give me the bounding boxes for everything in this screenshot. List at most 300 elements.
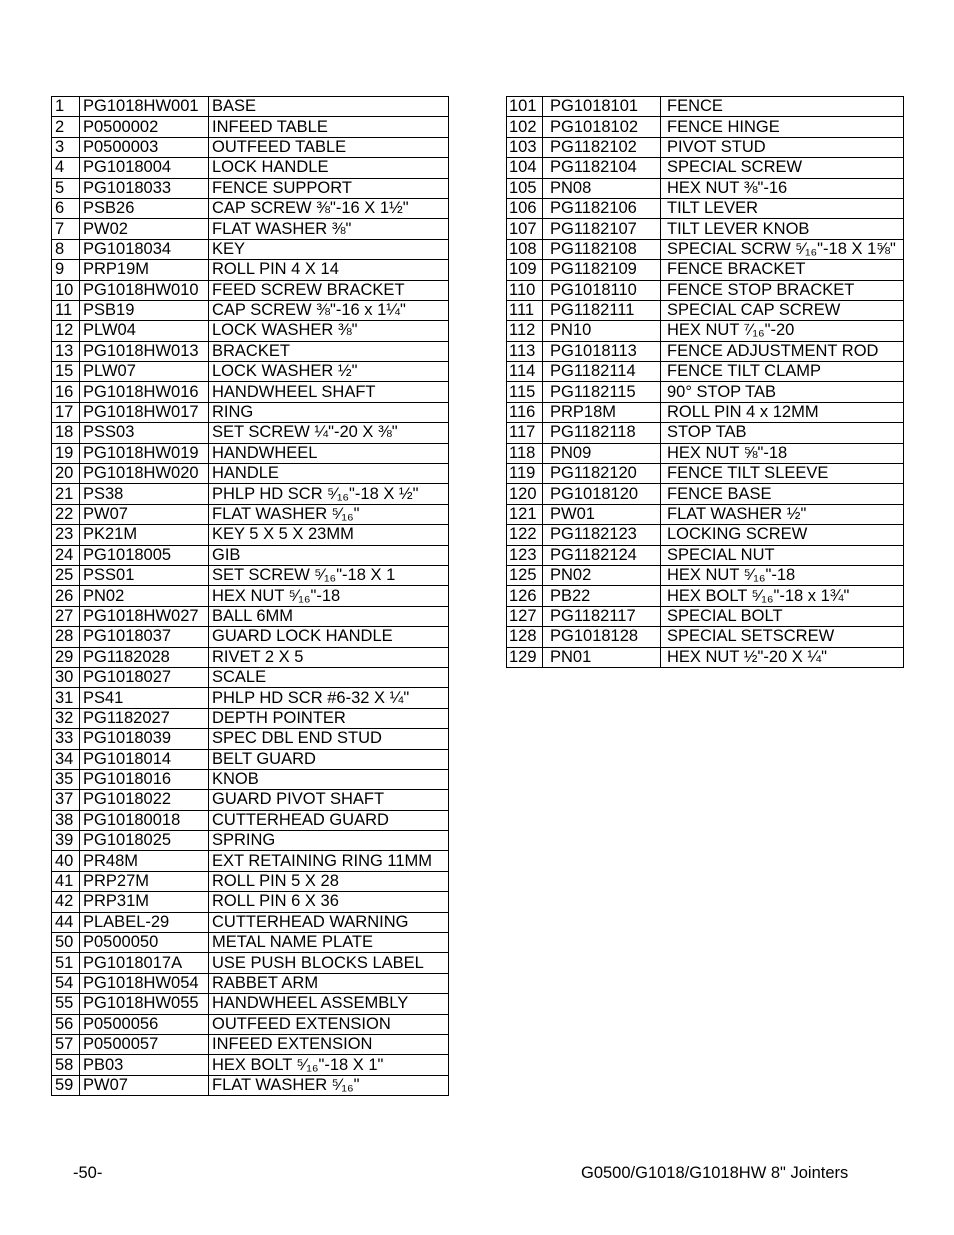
part-description: BELT GUARD [209,749,449,769]
part-number: PN02 [543,565,661,585]
part-description: ROLL PIN 5 X 28 [209,871,449,891]
part-description: RABBET ARM [209,973,449,993]
part-ref-number: 101 [507,97,543,117]
part-ref-number: 105 [507,178,543,198]
part-number: PG1018004 [80,158,209,178]
part-description: HEX NUT ⁷⁄₁₆"-20 [661,321,904,341]
part-ref-number: 10 [52,280,80,300]
table-row [52,667,449,687]
part-ref-number: 28 [52,627,80,647]
part-number: PS41 [80,688,209,708]
part-number: PG1182109 [543,260,661,280]
table-row [52,627,449,647]
part-number: PG1182120 [543,464,661,484]
part-ref-number: 116 [507,402,543,422]
part-number: PSS01 [80,565,209,585]
table-row [52,708,449,728]
part-number: PN02 [80,586,209,606]
part-ref-number: 40 [52,851,80,871]
part-description: HEX NUT ½"-20 X ¼" [661,647,904,667]
part-number: PG1018017A [80,953,209,973]
part-number: PG1018HW027 [80,606,209,626]
part-number: PG1018HW019 [80,443,209,463]
part-ref-number: 119 [507,464,543,484]
part-number: PG1018HW001 [80,97,209,117]
table-row [52,280,449,300]
part-description: SPECIAL SETSCREW [661,627,904,647]
part-description: FLAT WASHER ⅜" [209,219,449,239]
part-number: PW07 [80,1075,209,1095]
part-description: LOCKING SCREW [661,525,904,545]
table-row [52,178,449,198]
part-ref-number: 59 [52,1075,80,1095]
table-row [52,341,449,361]
part-number: PB03 [80,1055,209,1075]
part-description: HANDLE [209,464,449,484]
part-description: FLAT WASHER ½" [661,504,904,524]
part-number: PG1018101 [543,97,661,117]
part-number: PG1018005 [80,545,209,565]
table-row [52,545,449,565]
table-row [52,810,449,830]
table-row [52,790,449,810]
table-row [52,871,449,891]
part-ref-number: 34 [52,749,80,769]
part-ref-number: 16 [52,382,80,402]
table-row [52,484,449,504]
part-number: PG1182107 [543,219,661,239]
table-row [52,362,449,382]
part-description: HEX NUT ⅜"-16 [661,178,904,198]
part-description: SCALE [209,667,449,687]
part-ref-number: 102 [507,117,543,137]
table-row [507,198,904,218]
table-row [52,239,449,259]
part-ref-number: 56 [52,1014,80,1034]
part-description: FLAT WASHER ⁵⁄₁₆" [209,1075,449,1095]
part-number: PG1018HW054 [80,973,209,993]
part-description: SPECIAL SCREW [661,158,904,178]
part-description: PHLP HD SCR ⁵⁄₁₆"-18 X ½" [209,484,449,504]
part-ref-number: 5 [52,178,80,198]
table-row [52,158,449,178]
part-description: OUTFEED TABLE [209,137,449,157]
part-ref-number: 39 [52,831,80,851]
part-number: PN10 [543,321,661,341]
part-description: FENCE TILT SLEEVE [661,464,904,484]
parts-table-right [506,96,904,668]
part-number: PG1018022 [80,790,209,810]
part-number: P0500003 [80,137,209,157]
part-number: PN08 [543,178,661,198]
part-ref-number: 21 [52,484,80,504]
table-row [52,769,449,789]
table-row [52,1055,449,1075]
table-row [52,137,449,157]
part-ref-number: 120 [507,484,543,504]
table-row [507,565,904,585]
part-number: PG1018HW017 [80,402,209,422]
part-ref-number: 3 [52,137,80,157]
part-ref-number: 37 [52,790,80,810]
table-row [507,545,904,565]
part-number: PG1182102 [543,137,661,157]
table-row [507,464,904,484]
table-row [52,953,449,973]
table-row [52,423,449,443]
table-row [507,280,904,300]
part-number: PG1018033 [80,178,209,198]
part-number: PRP18M [543,402,661,422]
part-description: BRACKET [209,341,449,361]
part-description: METAL NAME PLATE [209,933,449,953]
part-number: PG1018025 [80,831,209,851]
part-ref-number: 12 [52,321,80,341]
part-description: FENCE BASE [661,484,904,504]
part-description: SET SCREW ¼"-20 X ⅜" [209,423,449,443]
part-description: ROLL PIN 4 X 14 [209,260,449,280]
table-row [507,158,904,178]
page-number: -50- [73,1164,103,1182]
part-description: TILT LEVER [661,198,904,218]
part-description: GIB [209,545,449,565]
part-description: HEX NUT ⁵⁄₁₆"-18 [661,565,904,585]
part-ref-number: 13 [52,341,80,361]
part-ref-number: 41 [52,871,80,891]
part-ref-number: 118 [507,443,543,463]
part-ref-number: 111 [507,300,543,320]
part-description: FENCE STOP BRACKET [661,280,904,300]
part-number: PW01 [543,504,661,524]
part-number: P0500050 [80,933,209,953]
part-ref-number: 27 [52,606,80,626]
part-ref-number: 58 [52,1055,80,1075]
part-ref-number: 115 [507,382,543,402]
part-number: PG1182111 [543,300,661,320]
table-row [52,525,449,545]
part-number: PG1182027 [80,708,209,728]
table-row [507,321,904,341]
part-description: FENCE ADJUSTMENT ROD [661,341,904,361]
part-ref-number: 11 [52,300,80,320]
part-ref-number: 7 [52,219,80,239]
part-number: PG1018HW020 [80,464,209,484]
part-number: PG1182028 [80,647,209,667]
part-number: P0500002 [80,117,209,137]
part-description: RIVET 2 X 5 [209,647,449,667]
part-description: INFEED TABLE [209,117,449,137]
part-description: ROLL PIN 4 x 12MM [661,402,904,422]
part-description: CUTTERHEAD GUARD [209,810,449,830]
part-description: KEY [209,239,449,259]
part-number: P0500056 [80,1014,209,1034]
table-row [507,606,904,626]
part-number: PG1182108 [543,239,661,259]
part-number: PLABEL-29 [80,912,209,932]
part-number: PG1018HW055 [80,994,209,1014]
part-ref-number: 51 [52,953,80,973]
part-ref-number: 32 [52,708,80,728]
part-ref-number: 50 [52,933,80,953]
part-description: LOCK WASHER ½" [209,362,449,382]
table-row [52,97,449,117]
part-ref-number: 24 [52,545,80,565]
part-description: HANDWHEEL ASSEMBLY [209,994,449,1014]
table-row [52,1075,449,1095]
table-row [507,504,904,524]
part-number: PK21M [80,525,209,545]
part-description: HEX BOLT ⁵⁄₁₆"-18 x 1¾" [661,586,904,606]
table-row [52,729,449,749]
part-ref-number: 35 [52,769,80,789]
part-description: HEX NUT ⅝"-18 [661,443,904,463]
part-number: PG1018113 [543,341,661,361]
part-number: PG1182115 [543,382,661,402]
part-number: PRP19M [80,260,209,280]
part-number: PG1018HW010 [80,280,209,300]
part-description: INFEED EXTENSION [209,1034,449,1054]
part-description: LOCK WASHER ⅜" [209,321,449,341]
part-number: PLW04 [80,321,209,341]
table-row [507,239,904,259]
part-ref-number: 26 [52,586,80,606]
part-ref-number: 113 [507,341,543,361]
part-description: HEX BOLT ⁵⁄₁₆"-18 X 1" [209,1055,449,1075]
table-row [507,402,904,422]
part-ref-number: 15 [52,362,80,382]
table-row [52,749,449,769]
part-ref-number: 106 [507,198,543,218]
part-description: 90° STOP TAB [661,382,904,402]
part-description: GUARD LOCK HANDLE [209,627,449,647]
part-ref-number: 4 [52,158,80,178]
part-description: SPECIAL BOLT [661,606,904,626]
part-description: PHLP HD SCR #6-32 X ¼" [209,688,449,708]
part-ref-number: 23 [52,525,80,545]
footer-title: G0500/G1018/G1018HW 8" Jointers [581,1164,849,1182]
part-description: CAP SCREW ⅜"-16 X 1½" [209,198,449,218]
table-row [52,933,449,953]
part-number: PRP27M [80,871,209,891]
part-number: PN09 [543,443,661,463]
part-ref-number: 117 [507,423,543,443]
part-description: TILT LEVER KNOB [661,219,904,239]
part-ref-number: 57 [52,1034,80,1054]
part-number: PG10180018 [80,810,209,830]
part-number: PG1182104 [543,158,661,178]
table-row [52,504,449,524]
part-description: SET SCREW ⁵⁄₁₆"-18 X 1 [209,565,449,585]
part-ref-number: 9 [52,260,80,280]
part-description: SPECIAL CAP SCREW [661,300,904,320]
part-number: PB22 [543,586,661,606]
table-row [52,647,449,667]
part-ref-number: 112 [507,321,543,341]
table-row [52,260,449,280]
part-number: PG1018027 [80,667,209,687]
table-row [507,647,904,667]
table-row [507,362,904,382]
part-number: PR48M [80,851,209,871]
part-ref-number: 55 [52,994,80,1014]
part-description: KNOB [209,769,449,789]
part-description: LOCK HANDLE [209,158,449,178]
table-row [507,137,904,157]
part-description: BALL 6MM [209,606,449,626]
part-ref-number: 129 [507,647,543,667]
part-ref-number: 19 [52,443,80,463]
table-row [52,300,449,320]
table-row [52,117,449,137]
part-description: GUARD PIVOT SHAFT [209,790,449,810]
part-description: ROLL PIN 6 X 36 [209,892,449,912]
part-description: BASE [209,97,449,117]
table-row [52,1034,449,1054]
part-number: PSS03 [80,423,209,443]
part-ref-number: 18 [52,423,80,443]
part-number: PG1018039 [80,729,209,749]
table-row [52,382,449,402]
part-number: PG1018HW016 [80,382,209,402]
table-row [507,300,904,320]
part-ref-number: 33 [52,729,80,749]
part-ref-number: 29 [52,647,80,667]
table-row [52,831,449,851]
table-row [52,198,449,218]
part-number: PW07 [80,504,209,524]
part-ref-number: 121 [507,504,543,524]
part-ref-number: 122 [507,525,543,545]
part-ref-number: 44 [52,912,80,932]
part-description: FENCE SUPPORT [209,178,449,198]
table-row [52,321,449,341]
table-row [52,912,449,932]
part-description: SPRING [209,831,449,851]
table-row [507,178,904,198]
part-ref-number: 126 [507,586,543,606]
part-description: KEY 5 X 5 X 23MM [209,525,449,545]
part-description: PIVOT STUD [661,137,904,157]
part-ref-number: 128 [507,627,543,647]
part-ref-number: 38 [52,810,80,830]
part-ref-number: 108 [507,239,543,259]
part-ref-number: 31 [52,688,80,708]
table-row [507,117,904,137]
part-number: PG1182124 [543,545,661,565]
table-row [507,341,904,361]
part-ref-number: 2 [52,117,80,137]
part-ref-number: 104 [507,158,543,178]
part-number: P0500057 [80,1034,209,1054]
part-ref-number: 103 [507,137,543,157]
table-row [507,260,904,280]
table-row [52,464,449,484]
table-row [52,443,449,463]
part-description: CUTTERHEAD WARNING [209,912,449,932]
part-number: PSB26 [80,198,209,218]
part-number: PG1182114 [543,362,661,382]
part-number: PG1018014 [80,749,209,769]
table-row [52,892,449,912]
part-ref-number: 42 [52,892,80,912]
part-ref-number: 30 [52,667,80,687]
part-ref-number: 6 [52,198,80,218]
part-number: PG1182117 [543,606,661,626]
parts-table-right-body [507,97,904,668]
part-description: FENCE TILT CLAMP [661,362,904,382]
part-description: OUTFEED EXTENSION [209,1014,449,1034]
table-row [52,402,449,422]
table-row [507,219,904,239]
part-description: FENCE HINGE [661,117,904,137]
part-description: SPECIAL SCRW ⁵⁄₁₆"-18 X 1⅝" [661,239,904,259]
part-number: PG1018128 [543,627,661,647]
table-row [52,851,449,871]
part-description: RING [209,402,449,422]
part-number: PN01 [543,647,661,667]
part-description: STOP TAB [661,423,904,443]
part-ref-number: 1 [52,97,80,117]
part-description: HANDWHEEL SHAFT [209,382,449,402]
part-description: FENCE BRACKET [661,260,904,280]
part-description: HEX NUT ⁵⁄₁₆"-18 [209,586,449,606]
parts-table-left [51,96,449,1096]
part-ref-number: 20 [52,464,80,484]
part-ref-number: 123 [507,545,543,565]
part-number: PG1018110 [543,280,661,300]
part-number: PG1182106 [543,198,661,218]
part-ref-number: 114 [507,362,543,382]
table-row [507,97,904,117]
part-description: DEPTH POINTER [209,708,449,728]
part-number: PRP31M [80,892,209,912]
part-ref-number: 22 [52,504,80,524]
part-number: PSB19 [80,300,209,320]
part-number: PS38 [80,484,209,504]
part-number: PG1018034 [80,239,209,259]
part-ref-number: 17 [52,402,80,422]
part-description: FEED SCREW BRACKET [209,280,449,300]
table-row [507,586,904,606]
table-row [52,565,449,585]
part-description: CAP SCREW ⅜"-16 x 1¼" [209,300,449,320]
table-row [52,1014,449,1034]
table-row [507,443,904,463]
part-description: FLAT WASHER ⁵⁄₁₆" [209,504,449,524]
table-row [507,484,904,504]
part-ref-number: 109 [507,260,543,280]
table-row [507,525,904,545]
table-row [507,627,904,647]
part-ref-number: 25 [52,565,80,585]
part-description: USE PUSH BLOCKS LABEL [209,953,449,973]
part-ref-number: 127 [507,606,543,626]
part-number: PG1182118 [543,423,661,443]
part-description: HANDWHEEL [209,443,449,463]
parts-table-left-body [52,97,449,1096]
part-number: PG1018016 [80,769,209,789]
part-number: PW02 [80,219,209,239]
table-row [52,586,449,606]
part-description: SPECIAL NUT [661,545,904,565]
part-number: PG1018102 [543,117,661,137]
part-ref-number: 8 [52,239,80,259]
part-ref-number: 125 [507,565,543,585]
table-row [52,219,449,239]
part-number: PG1018120 [543,484,661,504]
table-row [52,688,449,708]
part-ref-number: 110 [507,280,543,300]
